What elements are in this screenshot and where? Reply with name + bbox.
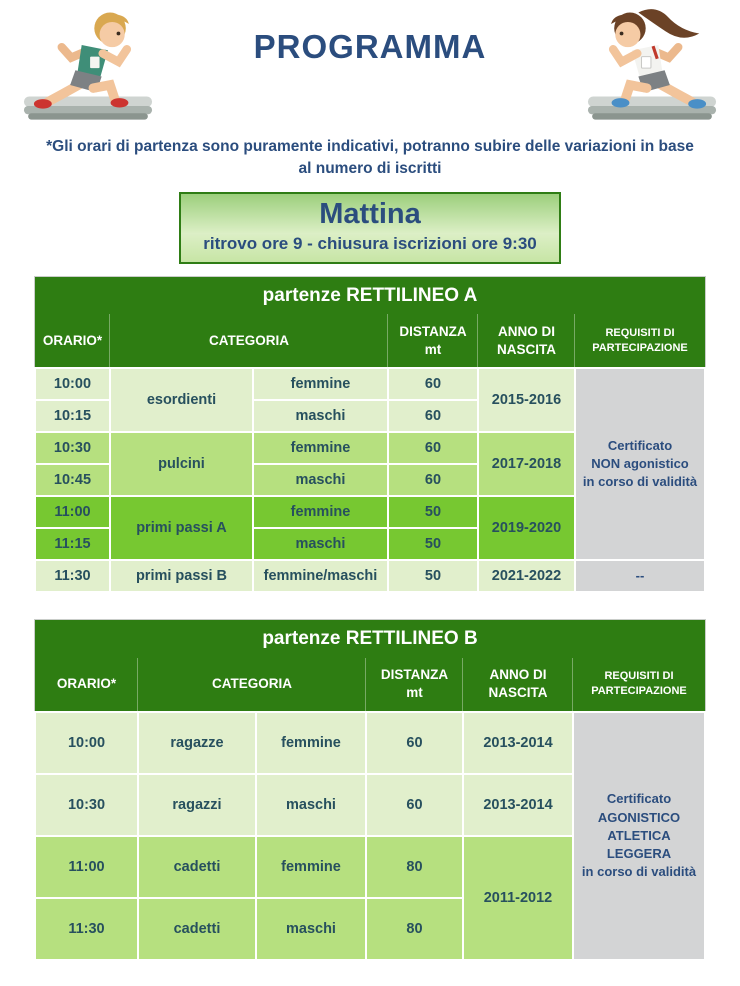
birthyear-cell: 2013-2014	[463, 712, 573, 774]
time-cell: 11:15	[35, 528, 110, 560]
page-title: PROGRAMMA	[253, 28, 487, 65]
birthyear-cell: 2019-2020	[478, 496, 575, 560]
category-cell: primi passi B	[110, 560, 253, 592]
distance-cell: 60	[366, 774, 463, 836]
requirements-cell	[575, 368, 705, 560]
birthyear-cell: 2017-2018	[478, 432, 575, 496]
req-line: in corso di validità	[581, 864, 697, 880]
boy-runner-icon	[18, 2, 158, 128]
category-cell: ragazzi	[138, 774, 256, 836]
table-row	[35, 560, 705, 592]
sex-cell: femmine	[253, 368, 388, 400]
time-cell: 11:00	[35, 836, 138, 898]
table-row	[35, 712, 705, 774]
col-anno-line1: ANNO DI	[497, 323, 555, 339]
col-anno-line2: NASCITA	[496, 341, 556, 357]
sex-cell: femmine	[256, 836, 366, 898]
time-cell: 10:45	[35, 464, 110, 496]
col-distanza-line2: mt	[406, 685, 423, 701]
page-header	[0, 0, 740, 130]
time-cell: 11:30	[35, 560, 110, 592]
col-requisiti	[573, 658, 705, 712]
requirements-cell	[573, 712, 705, 960]
table-a-title: partenze RETTILINEO A	[35, 276, 705, 314]
req-line: Certificato	[607, 438, 673, 454]
category-cell: ragazze	[138, 712, 256, 774]
birthyear-cell: 2013-2014	[463, 774, 573, 836]
distance-cell: 50	[388, 560, 478, 592]
distance-cell: 60	[388, 400, 478, 432]
time-cell: 10:00	[35, 712, 138, 774]
sex-cell: femmine/maschi	[253, 560, 388, 592]
girl-runner-illustration	[582, 2, 722, 128]
col-orario: ORARIO*	[35, 658, 138, 712]
sex-cell: femmine	[253, 496, 388, 528]
distance-cell: 60	[388, 432, 478, 464]
req-line: ATLETICA LEGGERA	[606, 827, 672, 861]
sex-cell: femmine	[253, 432, 388, 464]
col-orario: ORARIO*	[35, 314, 110, 368]
session-banner	[179, 192, 561, 264]
req-line: in corso di validità	[582, 474, 698, 490]
birthyear-cell: 2021-2022	[478, 560, 575, 592]
distance-cell: 80	[366, 836, 463, 898]
birthyear-cell: 2011-2012	[463, 836, 573, 960]
req-line: AGONISTICO	[597, 809, 681, 825]
time-cell: 11:30	[35, 898, 138, 960]
col-anno-line2: NASCITA	[488, 685, 548, 701]
col-requisiti-line1: REQUISITI DI	[605, 326, 675, 339]
time-cell: 10:15	[35, 400, 110, 432]
col-anno-line1: ANNO DI	[489, 667, 547, 683]
sex-cell: femmine	[256, 712, 366, 774]
col-requisiti-line2: PARTECIPAZIONE	[592, 341, 688, 354]
time-cell: 10:30	[35, 432, 110, 464]
girl-runner-icon	[582, 2, 722, 128]
distance-cell: 60	[388, 368, 478, 400]
category-cell: cadetti	[138, 898, 256, 960]
distance-cell: 50	[388, 528, 478, 560]
table-header-row	[35, 658, 705, 712]
col-anno	[463, 658, 573, 712]
sex-cell: maschi	[253, 464, 388, 496]
boy-runner-illustration	[18, 2, 158, 128]
col-categoria: CATEGORIA	[110, 314, 388, 368]
category-cell: esordienti	[110, 368, 253, 432]
col-requisiti	[575, 314, 705, 368]
sex-cell: maschi	[256, 774, 366, 836]
col-categoria: CATEGORIA	[138, 658, 366, 712]
distance-cell: 60	[388, 464, 478, 496]
col-distanza-line1: DISTANZA	[399, 323, 467, 339]
distance-cell: 60	[366, 712, 463, 774]
table-row	[35, 368, 705, 400]
table-header-row	[35, 314, 705, 368]
start-times-disclaimer: *Gli orari di partenza sono puramente indicativi, potranno subire delle variazioni in base al numero di iscritti	[46, 138, 694, 178]
col-distanza	[366, 658, 463, 712]
category-cell: cadetti	[138, 836, 256, 898]
category-cell: pulcini	[110, 432, 253, 496]
col-distanza-line2: mt	[424, 341, 442, 357]
req-line: Certificato	[606, 791, 672, 807]
time-cell: 11:00	[35, 496, 110, 528]
program-table-rettilineo-b	[34, 619, 706, 961]
col-distanza-line1: DISTANZA	[380, 667, 449, 683]
time-cell: 10:00	[35, 368, 110, 400]
requirements-cell: --	[575, 560, 705, 592]
birthyear-cell: 2015-2016	[478, 368, 575, 432]
req-line: NON agonistico	[591, 456, 689, 472]
col-requisiti-line1: REQUISITI DI	[604, 670, 674, 683]
distance-cell: 50	[388, 496, 478, 528]
sex-cell: maschi	[253, 528, 388, 560]
session-subtitle: ritrovo ore 9 - chiusura iscrizioni ore 9:30	[203, 233, 537, 253]
time-cell: 10:30	[35, 774, 138, 836]
table-title-row	[35, 276, 705, 314]
category-cell: primi passi A	[110, 496, 253, 560]
col-requisiti-line2: PARTECIPAZIONE	[591, 685, 687, 698]
program-table-rettilineo-a	[34, 276, 706, 594]
col-distanza	[388, 314, 478, 368]
table-title-row	[35, 620, 705, 658]
table-b-title: partenze RETTILINEO B	[35, 620, 705, 658]
sex-cell: maschi	[253, 400, 388, 432]
session-title: Mattina	[319, 197, 421, 230]
distance-cell: 80	[366, 898, 463, 960]
sex-cell: maschi	[256, 898, 366, 960]
col-anno	[478, 314, 575, 368]
